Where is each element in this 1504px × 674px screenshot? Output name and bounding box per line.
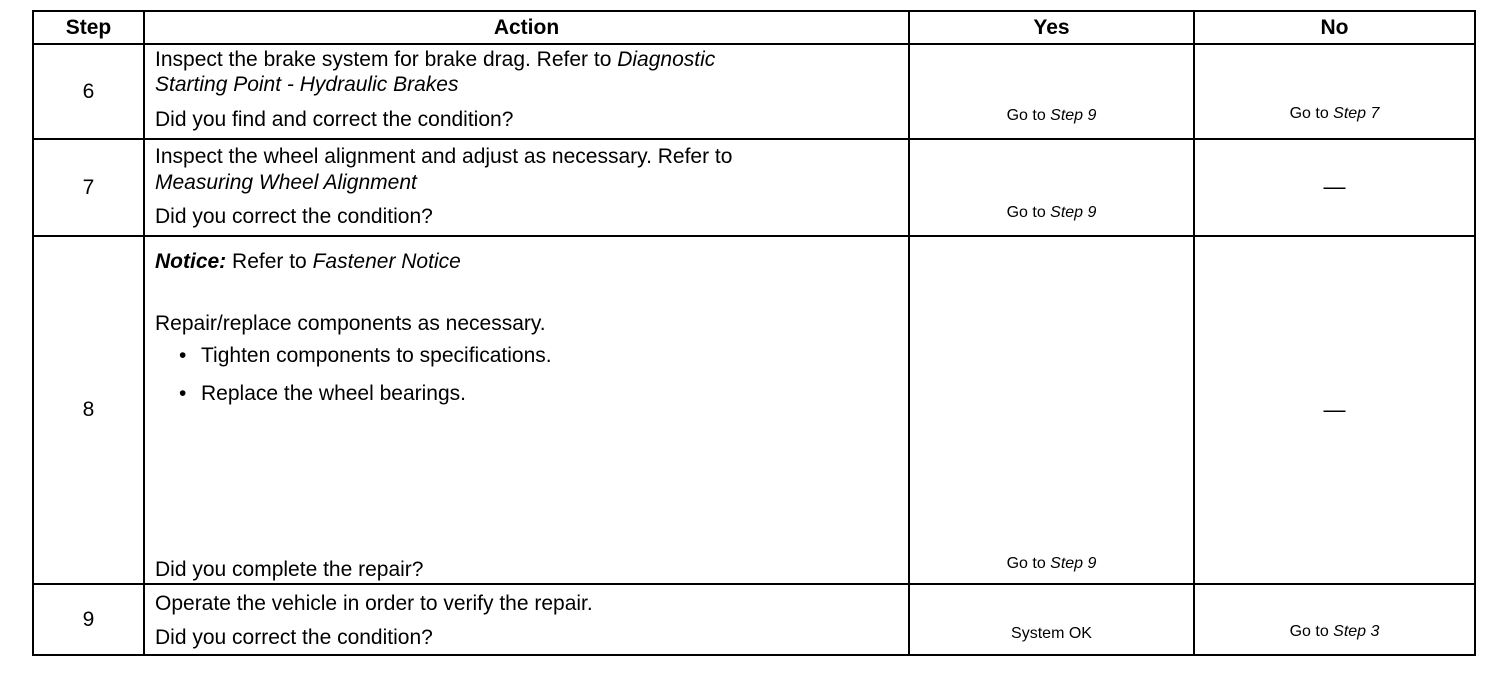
action-cell	[144, 44, 909, 139]
header-action: Action	[144, 11, 909, 44]
yes-cell	[909, 236, 1194, 584]
list-item: • Replace the wheel bearings.	[155, 381, 898, 406]
no-result: Go to Step 3	[1289, 623, 1380, 640]
header-row	[33, 11, 1475, 44]
action-question: Did you correct the condition?	[155, 626, 433, 649]
table-row-step-7	[33, 139, 1475, 236]
notice-label: Notice:	[155, 250, 227, 273]
notice-line: Notice: Refer to Fastener Notice	[155, 250, 461, 273]
action-instruction: Repair/replace components as necessary.	[155, 312, 546, 335]
diagnostic-table	[32, 10, 1476, 656]
yes-result: Go to Step 9	[1006, 555, 1097, 572]
reference-link: Measuring Wheel Alignment	[155, 171, 417, 194]
no-dash: —	[1323, 397, 1346, 422]
reference-link: Fastener Notice	[312, 250, 461, 273]
table-row-step-6	[33, 44, 1475, 139]
action-instruction: Inspect the wheel alignment and adjust as necessary. Refer to	[155, 145, 733, 168]
table-row-step-9	[33, 584, 1475, 655]
step-number: 7	[33, 139, 144, 236]
yes-result: Go to Step 9	[1006, 204, 1097, 221]
no-dash: —	[1323, 174, 1346, 199]
action-question: Did you complete the repair?	[155, 558, 424, 581]
yes-cell	[909, 139, 1194, 236]
no-result: Go to Step 7	[1289, 105, 1380, 122]
step-number: 9	[33, 584, 144, 655]
table-row-step-8	[33, 236, 1475, 584]
action-question: Did you correct the condition?	[155, 205, 433, 228]
yes-result: Go to Step 9	[1006, 107, 1097, 124]
reference-link: Starting Point - Hydraulic Brakes	[155, 73, 459, 96]
action-instruction: Inspect the brake system for brake drag. Refer to Diagnostic	[155, 48, 716, 71]
no-cell	[1194, 584, 1475, 655]
header-step: Step	[33, 11, 144, 44]
bullet-list	[155, 343, 898, 406]
header-yes: Yes	[909, 11, 1194, 44]
yes-cell	[909, 44, 1194, 139]
header-no: No	[1194, 11, 1475, 44]
no-cell	[1194, 236, 1475, 584]
action-cell	[144, 584, 909, 655]
action-question: Did you find and correct the condition?	[155, 108, 514, 131]
step-number: 6	[33, 44, 144, 139]
step-number: 8	[33, 236, 144, 584]
action-instruction: Operate the vehicle in order to verify the repair.	[155, 592, 593, 615]
action-cell	[144, 139, 909, 236]
yes-cell	[909, 584, 1194, 655]
action-cell	[144, 236, 909, 584]
reference-link: Diagnostic	[617, 48, 716, 71]
list-item: • Tighten components to specifications.	[155, 343, 898, 381]
yes-result: System OK	[1011, 625, 1092, 642]
no-cell	[1194, 44, 1475, 139]
no-cell	[1194, 139, 1475, 236]
